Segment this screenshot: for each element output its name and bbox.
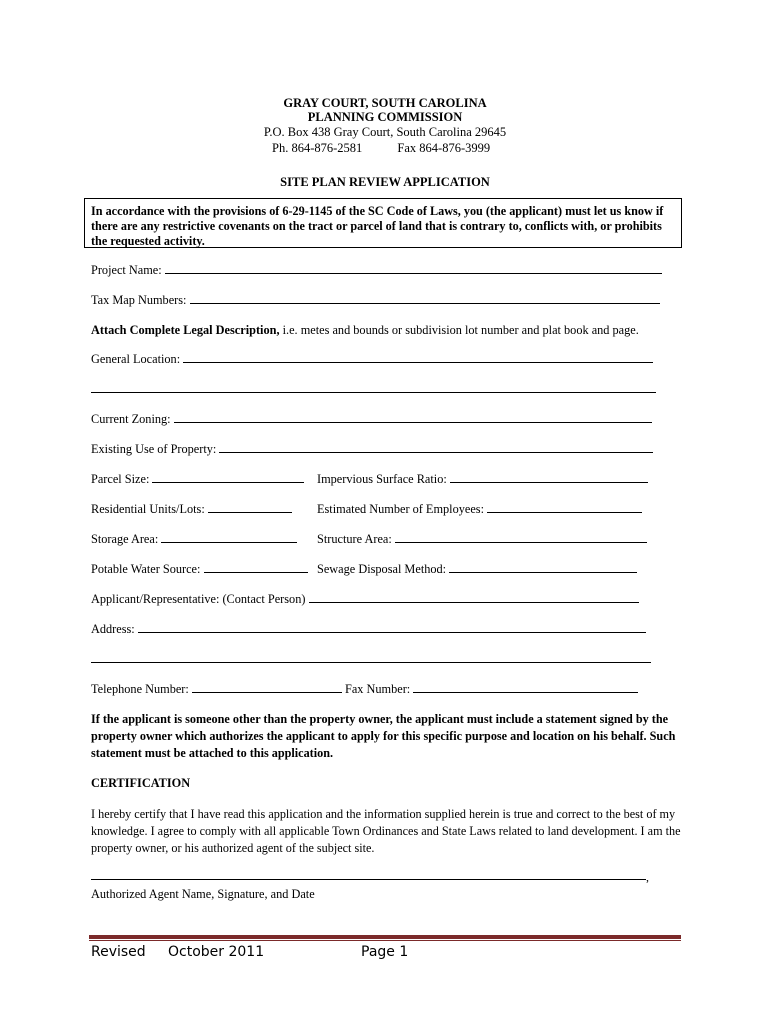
impervious-field[interactable] bbox=[450, 472, 648, 483]
project-name-field[interactable] bbox=[165, 263, 662, 274]
fax-number: Fax 864-876-3999 bbox=[397, 141, 491, 155]
applicant-field[interactable] bbox=[309, 592, 639, 603]
existing-use-label: Existing Use of Property: bbox=[91, 442, 217, 456]
storage-area-label: Storage Area: bbox=[91, 532, 159, 546]
project-name-row bbox=[91, 263, 662, 278]
applicant-row bbox=[91, 592, 639, 607]
employees-row bbox=[317, 502, 642, 517]
structure-area-label: Structure Area: bbox=[317, 532, 392, 546]
footer-divider-thin bbox=[89, 940, 681, 941]
certification-heading: CERTIFICATION bbox=[91, 776, 191, 790]
legal-description-label: Attach Complete Legal Description, bbox=[91, 323, 280, 337]
general-location-label: General Location: bbox=[91, 352, 181, 366]
tax-map-row bbox=[91, 293, 660, 308]
tax-map-label: Tax Map Numbers: bbox=[91, 293, 187, 307]
potable-water-row bbox=[91, 562, 308, 577]
existing-use-row bbox=[91, 442, 653, 457]
structure-area-field[interactable] bbox=[395, 532, 647, 543]
potable-water-field[interactable] bbox=[204, 562, 308, 573]
form-title: SITE PLAN REVIEW APPLICATION bbox=[280, 175, 490, 189]
address-row bbox=[91, 622, 646, 637]
sewage-label: Sewage Disposal Method: bbox=[317, 562, 447, 576]
employees-label: Estimated Number of Employees: bbox=[317, 502, 484, 516]
footer-date: October 2011 bbox=[168, 944, 265, 960]
town-name: GRAY COURT, SOUTH CAROLINA bbox=[283, 96, 487, 110]
general-location-field[interactable] bbox=[183, 352, 653, 363]
phone-number: Ph. 864-876-2581 bbox=[272, 141, 363, 155]
existing-use-field[interactable] bbox=[219, 442, 653, 453]
residential-units-label: Residential Units/Lots: bbox=[91, 502, 205, 516]
telephone-label: Telephone Number: bbox=[91, 682, 189, 696]
signature-label: Authorized Agent Name, Signature, and Date bbox=[91, 887, 315, 901]
footer-divider bbox=[89, 935, 681, 939]
sewage-field[interactable] bbox=[449, 562, 637, 573]
address-label: Address: bbox=[91, 622, 135, 636]
current-zoning-label: Current Zoning: bbox=[91, 412, 171, 426]
address-row-2 bbox=[91, 652, 651, 667]
legal-description-row bbox=[91, 323, 639, 338]
impervious-label: Impervious Surface Ratio: bbox=[317, 472, 447, 486]
parcel-size-row bbox=[91, 472, 304, 487]
storage-area-row bbox=[91, 532, 297, 547]
fax-field[interactable] bbox=[413, 682, 638, 693]
general-location-row bbox=[91, 352, 653, 367]
owner-statement: If the applicant is someone other than the property owner, the applicant must include a statement signed by the property owner which authorizes the applicant to apply for this specific purpose and location on his behalf. Such statement must be attached to this application. bbox=[91, 712, 676, 760]
parcel-size-label: Parcel Size: bbox=[91, 472, 150, 486]
fax-label: Fax Number: bbox=[344, 682, 411, 696]
general-location-row-2 bbox=[91, 382, 656, 397]
address-field[interactable] bbox=[138, 622, 646, 633]
impervious-row bbox=[317, 472, 648, 487]
contact-line bbox=[272, 141, 490, 156]
employees-field[interactable] bbox=[487, 502, 642, 513]
signature-comma: , bbox=[646, 870, 649, 884]
project-name-label: Project Name: bbox=[91, 263, 162, 277]
potable-water-label: Potable Water Source: bbox=[91, 562, 201, 576]
residential-units-row bbox=[91, 502, 292, 517]
current-zoning-field[interactable] bbox=[174, 412, 652, 423]
commission-name: PLANNING COMMISSION bbox=[307, 110, 463, 124]
mailing-address: P.O. Box 438 Gray Court, South Carolina 29645 bbox=[263, 125, 507, 139]
general-location-field-2[interactable] bbox=[91, 382, 656, 393]
sewage-row bbox=[317, 562, 637, 577]
footer-page: Page 1 bbox=[361, 944, 409, 960]
certification-text: I hereby certify that I have read this application and the information supplied herein is true and correct to the best of my knowledge. I agree to comply with all applicable Town Ordinances and State Laws related to land development. I am the property owner, or his authorized agent of the subject site. bbox=[91, 807, 681, 855]
tax-map-field[interactable] bbox=[190, 293, 660, 304]
parcel-size-field[interactable] bbox=[152, 472, 304, 483]
storage-area-field[interactable] bbox=[161, 532, 297, 543]
address-field-2[interactable] bbox=[91, 652, 651, 663]
structure-area-row bbox=[317, 532, 647, 547]
current-zoning-row bbox=[91, 412, 652, 427]
legal-description-hint: i.e. metes and bounds or subdivision lot number and plat book and page. bbox=[279, 323, 639, 337]
telephone-field[interactable] bbox=[192, 682, 342, 693]
residential-units-field[interactable] bbox=[208, 502, 292, 513]
footer-revised: Revised bbox=[91, 944, 146, 960]
covenant-notice: In accordance with the provisions of 6-29-1145 of the SC Code of Laws, you (the applicant) must let us know if there are any restrictive covenants on the tract or parcel of land that is contrary to, conflicts with, or prohibits the requested activity. bbox=[84, 198, 682, 248]
telephone-row bbox=[91, 682, 638, 697]
applicant-label: Applicant/Representative: (Contact Person) bbox=[91, 592, 306, 606]
signature-line[interactable] bbox=[91, 878, 646, 880]
